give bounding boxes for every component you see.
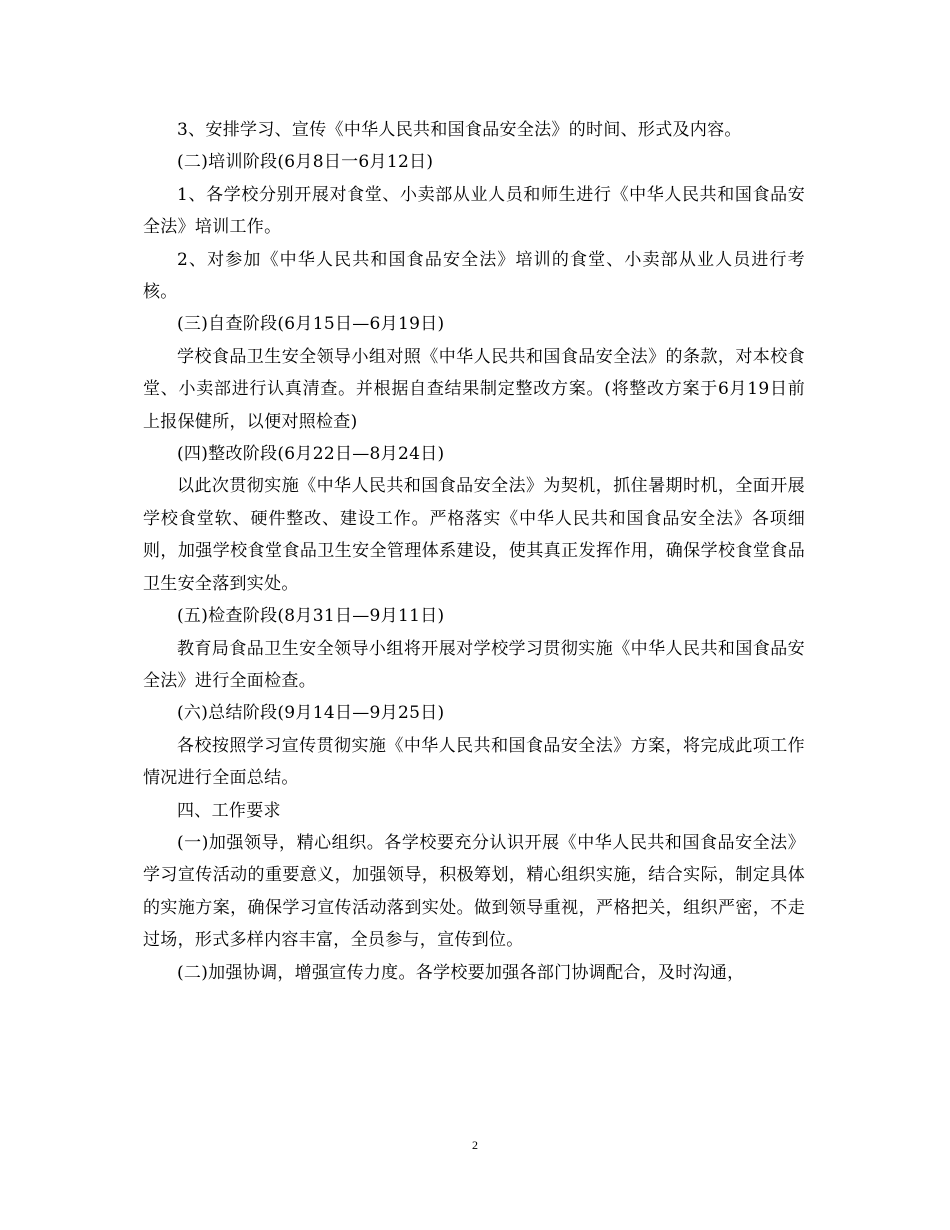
paragraph-self-check: 学校食品卫生安全领导小组对照《中华人民共和国食品安全法》的条款，对本校食堂、小卖部进行认真清查。并根据自查结果制定整改方案。(将整改方案于6月19日前上报保健所，以便对照检查) bbox=[143, 346, 805, 432]
heading-inspection-stage: (五)检查阶段(8月31日—9月11日) bbox=[177, 606, 445, 627]
document-body bbox=[143, 114, 805, 989]
heading-self-check-stage: (三)自查阶段(6月15日—6月19日) bbox=[177, 314, 445, 335]
heading-work-requirements: 四、工作要求 bbox=[177, 800, 281, 821]
page-number: 2 bbox=[472, 1138, 478, 1152]
paragraph-assessment: 2、对参加《中华人民共和国食品安全法》培训的食堂、小卖部从业人员进行考核。 bbox=[143, 249, 805, 303]
paragraph-training-work: 1、各学校分别开展对食堂、小卖部从业人员和师生进行《中华人民共和国食品安全法》培训工作。 bbox=[143, 184, 805, 238]
paragraph-summary: 各校按照学习宣传贯彻实施《中华人民共和国食品安全法》方案，将完成此项工作情况进行全面总结。 bbox=[143, 735, 805, 789]
paragraph-inspection: 教育局食品卫生安全领导小组将开展对学校学习贯彻实施《中华人民共和国食品安全法》进行全面检查。 bbox=[143, 638, 805, 691]
paragraph-leadership: (一)加强领导，精心组织。各学校要充分认识开展《中华人民共和国食品安全法》学习宣传活动的重要意义，加强领导，积极筹划，精心组织实施，结合实际，制定具体的实施方案，确保学习宣传活动落到实处。做到领导重视，严格把关，组织严密，不走过场，形式多样内容丰富，全员参与，宣传到位。 bbox=[143, 832, 805, 951]
paragraph-rectification: 以此次贯彻实施《中华人民共和国食品安全法》为契机，抓住暑期时机，全面开展学校食堂软、硬件整改、建设工作。严格落实《中华人民共和国食品安全法》各项细则，加强学校食堂食品卫生安全管理体系建设，使其真正发挥作用，确保学校食堂食品卫生安全落到实处。 bbox=[143, 476, 805, 594]
heading-training-stage: (二)培训阶段(6月8日一6月12日) bbox=[177, 152, 434, 173]
paragraph-arrange-study: 3、安排学习、宣传《中华人民共和国食品安全法》的时间、形式及内容。 bbox=[177, 120, 742, 140]
paragraph-coordination: (二)加强协调，增强宣传力度。各学校要加强各部门协调配合，及时沟通， bbox=[177, 962, 745, 983]
heading-rectification-stage: (四)整改阶段(6月22日—8月24日) bbox=[177, 444, 445, 465]
heading-summary-stage: (六)总结阶段(9月14日—9月25日) bbox=[177, 703, 445, 724]
